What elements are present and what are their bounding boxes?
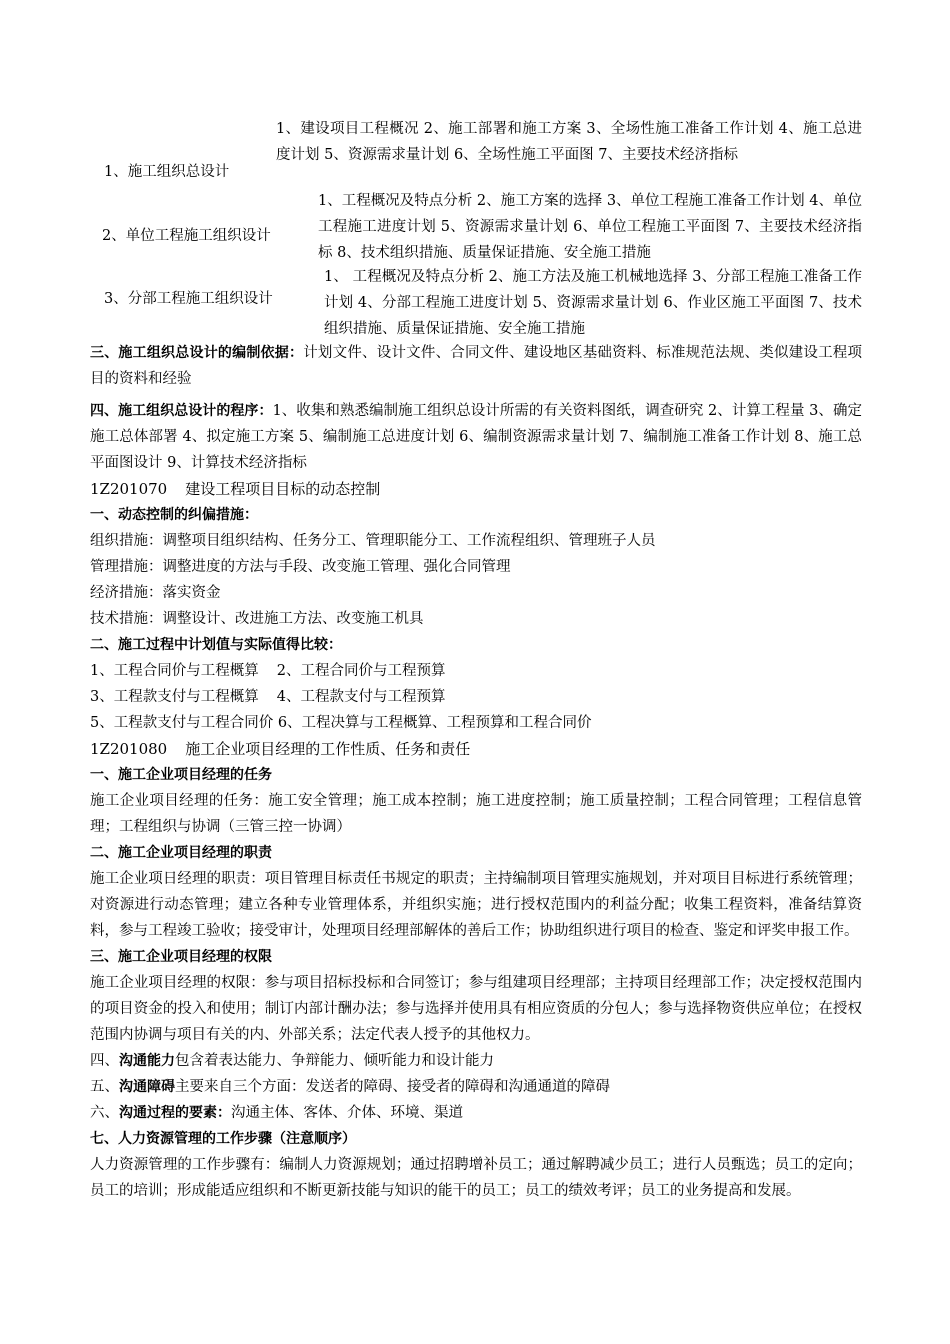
section-1080-code: 1Z201080	[90, 740, 168, 758]
row-2-label: 2、单位工程施工组织设计	[102, 228, 271, 244]
section-4-text: 1、收集和熟悉编制施工组织总设计所需的有关资料图纸，调查研究 2、计算工程量 3、确定施工总体部署 4、拟定施工方案 5、编制施工总进度计划 6、编制资源需求量计划 7、编制施工准备工作计划 8、施工总平面图设计 9、计算技术经济指标	[90, 403, 862, 471]
communication-barrier-term: 沟通障碍	[119, 1079, 175, 1095]
comparison-2: 2、工程合同价与工程预算	[276, 663, 446, 679]
measure-management: 管理措施：调整进度的方法与手段、改变施工管理、强化合同管理	[90, 559, 511, 575]
pm-authority-heading: 三、施工企业项目经理的权限	[90, 949, 272, 965]
row-1-content: 1、建设项目工程概况 2、施工部署和施工方案 3、全场性施工准备工作计划 4、施工总进度计划 5、资源需求量计划 6、全场性施工平面图 7、主要技术经济指标	[276, 121, 862, 163]
measure-organization: 组织措施：调整项目组织结构、任务分工、管理职能分工、工作流程组织、管理班子人员	[90, 533, 656, 549]
main-text	[90, 340, 862, 1204]
section-4-heading: 四、施工组织总设计的程序：	[90, 403, 273, 419]
comparison-1: 1、工程合同价与工程概算	[90, 663, 259, 679]
comparison-line-1	[90, 658, 862, 684]
comparison-3: 3、工程款支付与工程概算	[90, 689, 259, 705]
pm-duties-text: 施工企业项日经理的职责：项目管理目标责任书规定的职责；主持编制项目管理实施规划，并对项目目标进行系统管理；对资源进行动态管理；建立各种专业管理体系，并组织实施；进行授权范围内的利益分配；收集工程资料，准备结算资料，参与工程竣工验收；接受审计，处理项目经理部解体的善后工作；协助组织进行项目的检查、鉴定和评奖申报工作。	[90, 871, 862, 939]
pm-tasks-text: 施工企业项目经理的任务：施工安全管理；施工成本控制；施工进度控制；施工质量控制；工程合同管理；工程信息管理；工程组织与协调（三管三控一协调）	[90, 793, 862, 835]
communication-barrier	[90, 1074, 862, 1100]
dynamic-control-heading: 一、动态控制的纠偏措施：	[90, 507, 258, 523]
section-1080-title	[90, 736, 862, 762]
row-3-content: 1、 工程概况及特点分析 2、施工方法及施工机械地选择 3、分部工程施工准备工作计划 4、分部工程施工进度计划 5、资源需求量计划 6、作业区施工平面图 7、技术组织措施、质量保证措施、安全施工措施	[324, 269, 862, 337]
pm-tasks-heading: 一、施工企业项目经理的任务	[90, 767, 272, 783]
communication-barrier-prefix: 五、	[90, 1079, 119, 1095]
section-3-heading: 三、施工组织总设计的编制依据：	[90, 345, 304, 361]
communication-ability	[90, 1048, 862, 1074]
row-2-content: 1、工程概况及特点分析 2、施工方案的选择 3、单位工程施工准备工作计划 4、单位工程施工进度计划 5、资源需求量计划 6、单位工程施工平面图 7、主要技术经济指标 8、技术组织措施、质量保证措施、安全施工措施	[318, 193, 862, 261]
section-3-text: 计划文件、设计文件、合同文件、建设地区基础资料、标准规范法规、类似建设工程项目的资料和经验	[90, 345, 863, 387]
section-1080-name: 施工企业项目经理的工作性质、任务和责任	[185, 740, 471, 758]
communication-elements-text: 沟通主体、客体、介体、环境、渠道	[231, 1105, 463, 1121]
row-3-label: 3、分部工程施工组织设计	[104, 291, 273, 307]
pm-duties-heading: 二、施工企业项目经理的职责	[90, 845, 272, 861]
measure-technical: 技术措施：调整设计、改进施工方法、改变施工机具	[90, 611, 424, 627]
communication-ability-prefix: 四、	[90, 1053, 119, 1069]
communication-barrier-text: 主要来自三个方面：发送者的障碍、接受者的障碍和沟通通道的障碍	[175, 1079, 610, 1095]
comparison-4: 4、工程款支付与工程预算	[276, 689, 446, 705]
comparison-line-2	[90, 684, 862, 710]
communication-elements	[90, 1100, 862, 1126]
comparison-heading: 二、施工过程中计划值与实际值得比较：	[90, 637, 342, 653]
row-1-label: 1、施工组织总设计	[104, 164, 230, 180]
hr-steps-text: 人力资源管理的工作步骤有：编制人力资源规划；通过招聘增补员工；通过解聘减少员工；进行人员甄选；员工的定向；员工的培训；形成能适应组织和不断更新技能与知识的能干的员工；员工的绩效考评；员工的业务提高和发展。	[90, 1157, 862, 1199]
communication-elements-prefix: 六、	[90, 1105, 119, 1121]
hr-steps-heading: 七、人力资源管理的工作步骤（注意顺序）	[90, 1131, 356, 1147]
section-1070-title	[90, 476, 862, 502]
pm-authority-text: 施工企业项目经理的权限：参与项目招标投标和合同签订；参与组建项目经理部；主持项目经理部工作；决定授权范围内的项目资金的投入和使用；制订内部计酬办法；参与选择并使用具有相应资质的分包人；参与选择物资供应单位；在授权范围内协调与项目有关的内、外部关系；法定代表人授予的其他权力。	[90, 975, 862, 1043]
communication-ability-term: 沟通能力	[119, 1053, 175, 1069]
section-1070-name: 建设工程项目目标的动态控制	[185, 480, 381, 498]
communication-ability-text: 包含着表达能力、争辩能力、倾听能力和设计能力	[175, 1053, 494, 1069]
communication-elements-term: 沟通过程的要素：	[119, 1105, 231, 1121]
section-1070-code: 1Z201070	[90, 480, 168, 498]
comparison-line-3: 5、工程款支付与工程合同价 6、工程决算与工程概算、工程预算和工程合同价	[90, 715, 592, 731]
section-4	[90, 398, 862, 476]
measure-economic: 经济措施：落实资金	[90, 585, 221, 601]
section-3	[90, 340, 862, 392]
